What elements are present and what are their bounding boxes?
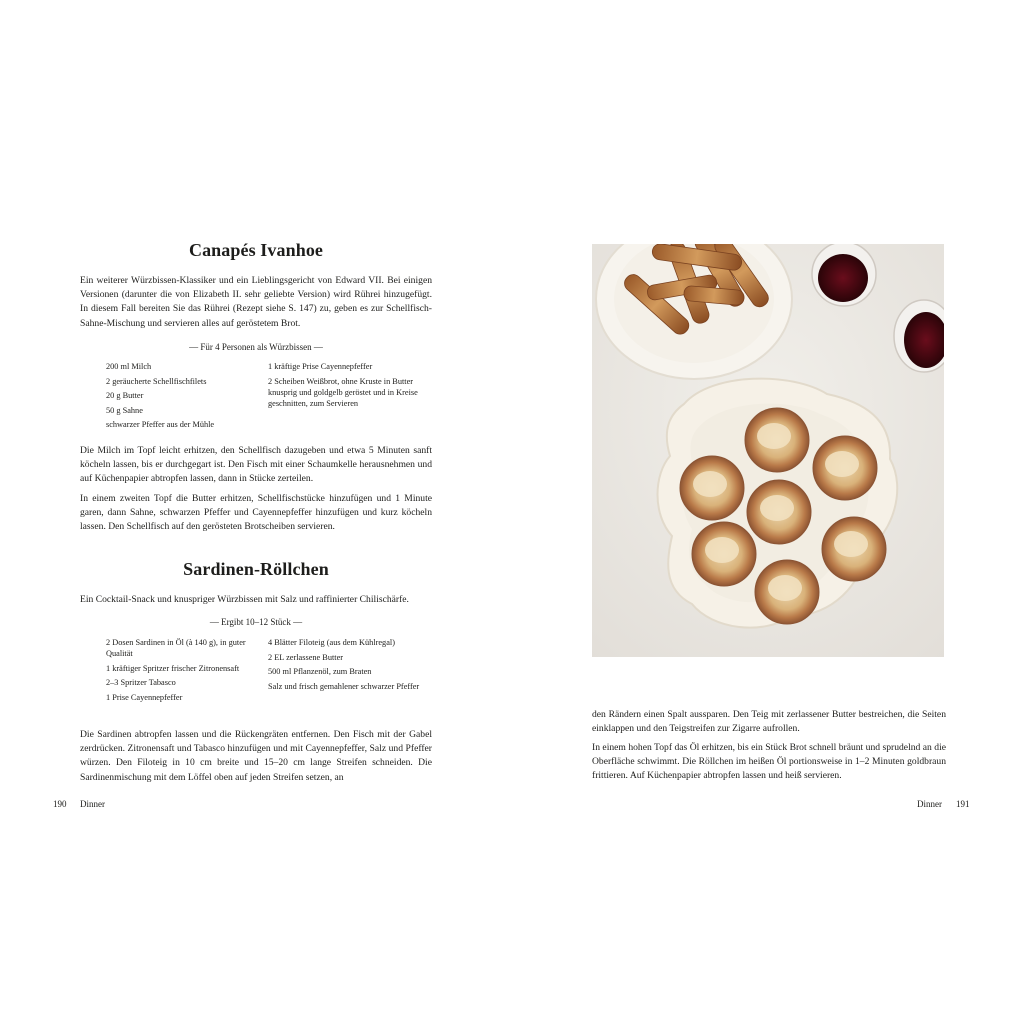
recipe-step-canapes-1: Die Milch im Topf leicht erhitzen, den Schellfisch dazugeben und etwa 5 Minuten sanft köcheln lassen, bis er durchgegart ist. Den Fisch mit einer Schaumkelle herausnehmen und auf Küchenpapier abtropfen lassen, dann in Stücke zerteilen.	[80, 445, 432, 485]
ingredients-canapes	[106, 361, 458, 434]
recipe-intro-sardinen: Ein Cocktail-Snack und knuspriger Würzbissen mit Salz und raffinierter Chilischärfe.	[80, 594, 409, 605]
ingredients-column-right	[268, 361, 438, 434]
ingredient-item: 20 g Butter	[106, 391, 144, 401]
ingredient-item: 2 Dosen Sardinen in Öl (à 140 g), in guter Qualität	[106, 638, 246, 658]
recipe-yield-canapes: — Für 4 Personen als Würzbissen —	[189, 342, 323, 352]
ingredient-item: 1 kräftiger Spritzer frischer Zitronensaft	[106, 663, 240, 673]
ingredient-item: 200 ml Milch	[106, 362, 152, 371]
ingredients-column-right	[268, 637, 438, 706]
recipe-step-sardinen-1: Die Sardinen abtropfen lassen und die Rückengräten entfernen. Den Fisch mit der Gabel zerdrücken. Zitronensaft und Tabasco hinzufügen und mit Cayennepfeffer, Salz und Pfeffer würzen. Den Filoteig in 10 cm breite und 15–20 cm lange Streifen schneiden. Die Sardinenmischung mit dem Löffel oben auf jeden Streifen setzen, an	[80, 729, 432, 783]
ingredient-item: 2 EL zerlassene Butter	[268, 652, 344, 662]
recipe-step-canapes-2: In einem zweiten Topf die Butter erhitzen, Schellfischstücke hinzufügen und 1 Minute garen, dann Sahne, schwarzen Pfeffer und Cayennepfeffer hinzufügen und kurz köcheln lassen. Den Schellfisch auf den gerösteten Brotscheiben servieren.	[80, 493, 432, 533]
ingredient-item: Salz und frisch gemahlener schwarzer Pfeffer	[268, 681, 420, 691]
ingredient-item: 2 geräucherte Schellfischfilets	[106, 376, 207, 386]
recipe-title-sardinen: Sardinen-Röllchen	[183, 559, 329, 579]
recipe-yield-sardinen: — Ergibt 10–12 Stück —	[209, 617, 303, 627]
ingredient-item: 2 Scheiben Weißbrot, ohne Kruste in Butter knusprig und goldgelb geröstet und in Kreise geschnitten, zum Servieren	[268, 376, 418, 408]
running-footer-left: Dinner	[80, 799, 105, 809]
ingredient-item: schwarzer Pfeffer aus der Mühle	[106, 420, 215, 430]
ingredient-item: 2–3 Spritzer Tabasco	[106, 678, 176, 688]
right-page	[512, 0, 1024, 1024]
recipe-step-sardinen-2: den Rändern einen Spalt aussparen. Den Teig mit zerlassener Butter bestreichen, die Seiten einklappen und den Teigstreifen zur Zigarre aufrollen.	[592, 709, 946, 735]
ingredient-item: 1 kräftige Prise Cayennepfeffer	[268, 362, 373, 371]
ingredient-item: 500 ml Pflanzenöl, zum Braten	[268, 667, 372, 677]
ingredients-column-left	[106, 361, 268, 434]
page-number-left: 190	[53, 799, 67, 809]
ingredients-column-left	[106, 637, 268, 706]
page-number-right: 191	[956, 799, 970, 809]
recipe-step-sardinen-3: In einem hohen Topf das Öl erhitzen, bis ein Stück Brot schnell bräunt und sprudelnd an die Oberfläche schwimmt. Die Röllchen im heißen Öl portionsweise in 1–2 Minuten goldbraun frittieren. Auf Küchenpapier abtropfen lassen und heiß servieren.	[592, 742, 946, 782]
running-footer-right: Dinner	[917, 799, 942, 809]
recipe-intro-canapes: Ein weiterer Würzbissen-Klassiker und ein Lieblingsgericht von Edward VII. Bei einigen Versionen (darunter die von Elizabeth II. sehr geliebte Version) wird Rührei hinzugefügt. In diesem Fall bereiten Sie das Rührei (Rezept siehe S. 147) zu, geben es zur Schellfisch-Sahne-Mischung und servieren alles auf geröstetem Brot.	[80, 275, 432, 329]
recipe-title-canapes: Canapés Ivanhoe	[188, 240, 324, 260]
ingredients-sardinen	[106, 637, 458, 706]
ingredient-item: 50 g Sahne	[106, 405, 143, 415]
ingredient-item: 1 Prise Cayennepfeffer	[106, 692, 183, 702]
ingredient-item: 4 Blätter Filoteig (aus dem Kühlregal)	[268, 638, 395, 647]
